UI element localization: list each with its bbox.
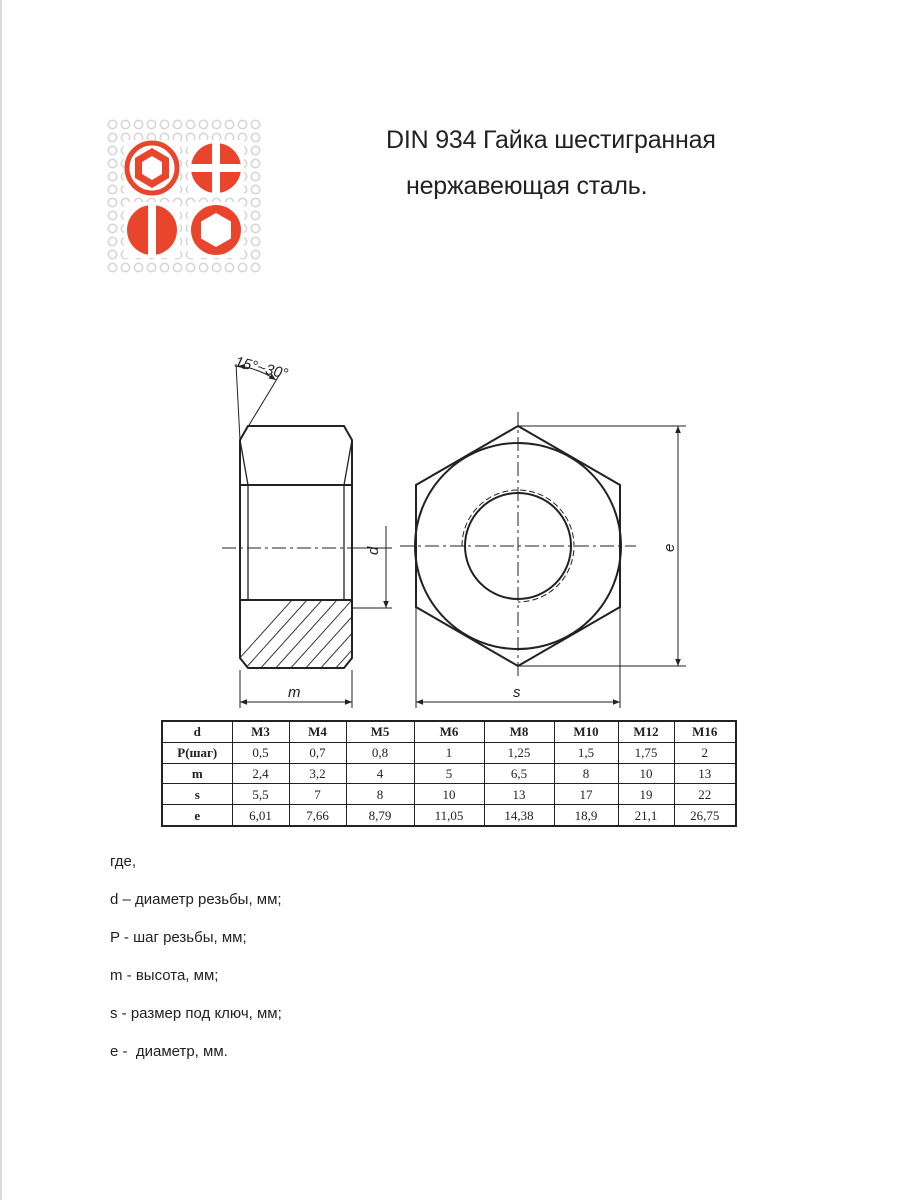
table-header-cell: M8 bbox=[484, 721, 554, 742]
front-view bbox=[400, 412, 686, 708]
legend-item-e: e - диаметр, мм. bbox=[110, 1043, 228, 1060]
table-cell: 7 bbox=[289, 784, 346, 805]
table-row-header: e bbox=[162, 805, 232, 826]
dim-m-label: m bbox=[288, 684, 301, 701]
brand-logo bbox=[106, 118, 262, 274]
legend-item-p: P - шаг резьбы, мм; bbox=[110, 929, 247, 946]
nut-technical-drawing bbox=[200, 340, 720, 720]
table-cell: 2,4 bbox=[232, 763, 289, 784]
table-row bbox=[162, 763, 736, 784]
table-cell: 1,5 bbox=[554, 742, 618, 763]
table-cell: 17 bbox=[554, 784, 618, 805]
table-cell: 8 bbox=[346, 784, 414, 805]
legend-item-s: s - размер под ключ, мм; bbox=[110, 1005, 282, 1022]
legend-item-m: m - высота, мм; bbox=[110, 967, 219, 984]
table-cell: 8,79 bbox=[346, 805, 414, 826]
table-header-cell: M12 bbox=[618, 721, 674, 742]
table-cell: 4 bbox=[346, 763, 414, 784]
dimension-legend bbox=[110, 852, 282, 1080]
dim-d-label: d bbox=[365, 546, 382, 555]
table-cell: 0,8 bbox=[346, 742, 414, 763]
table-header-cell: M4 bbox=[289, 721, 346, 742]
table-cell: 2 bbox=[674, 742, 736, 763]
angle-label: 15°~30° bbox=[233, 353, 290, 383]
table-cell: 10 bbox=[618, 763, 674, 784]
table-row bbox=[162, 805, 736, 826]
table-cell: 6,01 bbox=[232, 805, 289, 826]
logo-cross-icon bbox=[188, 140, 244, 196]
page-edge bbox=[0, 0, 2, 1200]
legend-item-d: d – диаметр резьбы, мм; bbox=[110, 891, 282, 908]
table-header-row bbox=[162, 721, 736, 742]
legend-intro: где, bbox=[110, 853, 137, 870]
table-cell: 8 bbox=[554, 763, 618, 784]
table-cell: 22 bbox=[674, 784, 736, 805]
table-cell: 3,2 bbox=[289, 763, 346, 784]
table-cell: 21,1 bbox=[618, 805, 674, 826]
table-cell: 1,25 bbox=[484, 742, 554, 763]
table-header-cell: d bbox=[162, 721, 232, 742]
table-cell: 19 bbox=[618, 784, 674, 805]
table-row bbox=[162, 742, 736, 763]
table-header-cell: M16 bbox=[674, 721, 736, 742]
table-cell: 5 bbox=[414, 763, 484, 784]
table-cell: 10 bbox=[414, 784, 484, 805]
table-header-cell: M3 bbox=[232, 721, 289, 742]
logo-hex-nut-icon bbox=[124, 140, 180, 196]
table-header-cell: M5 bbox=[346, 721, 414, 742]
table-cell: 0,5 bbox=[232, 742, 289, 763]
table-cell: 13 bbox=[484, 784, 554, 805]
logo-hex-socket-icon bbox=[188, 202, 244, 258]
table-cell: 5,5 bbox=[232, 784, 289, 805]
table-row-header: s bbox=[162, 784, 232, 805]
dim-e-label: e bbox=[661, 543, 678, 552]
side-view bbox=[220, 364, 430, 708]
table-cell: 18,9 bbox=[554, 805, 618, 826]
page-title: DIN 934 Гайка шестигранная bbox=[386, 126, 716, 154]
table-header-cell: M10 bbox=[554, 721, 618, 742]
table-cell: 1 bbox=[414, 742, 484, 763]
table-cell: 26,75 bbox=[674, 805, 736, 826]
table-row-header: m bbox=[162, 763, 232, 784]
table-row bbox=[162, 784, 736, 805]
table-row-header: P(шаг) bbox=[162, 742, 232, 763]
logo-split-circle-icon bbox=[124, 202, 180, 258]
page-subtitle: нержавеющая сталь. bbox=[406, 172, 648, 200]
table-cell: 11,05 bbox=[414, 805, 484, 826]
table-cell: 14,38 bbox=[484, 805, 554, 826]
table-cell: 7,66 bbox=[289, 805, 346, 826]
table-cell: 1,75 bbox=[618, 742, 674, 763]
table-cell: 0,7 bbox=[289, 742, 346, 763]
dim-s-label: s bbox=[513, 684, 521, 701]
nut-dimensions-table bbox=[161, 720, 737, 827]
table-header-cell: M6 bbox=[414, 721, 484, 742]
table-cell: 6,5 bbox=[484, 763, 554, 784]
table-cell: 13 bbox=[674, 763, 736, 784]
